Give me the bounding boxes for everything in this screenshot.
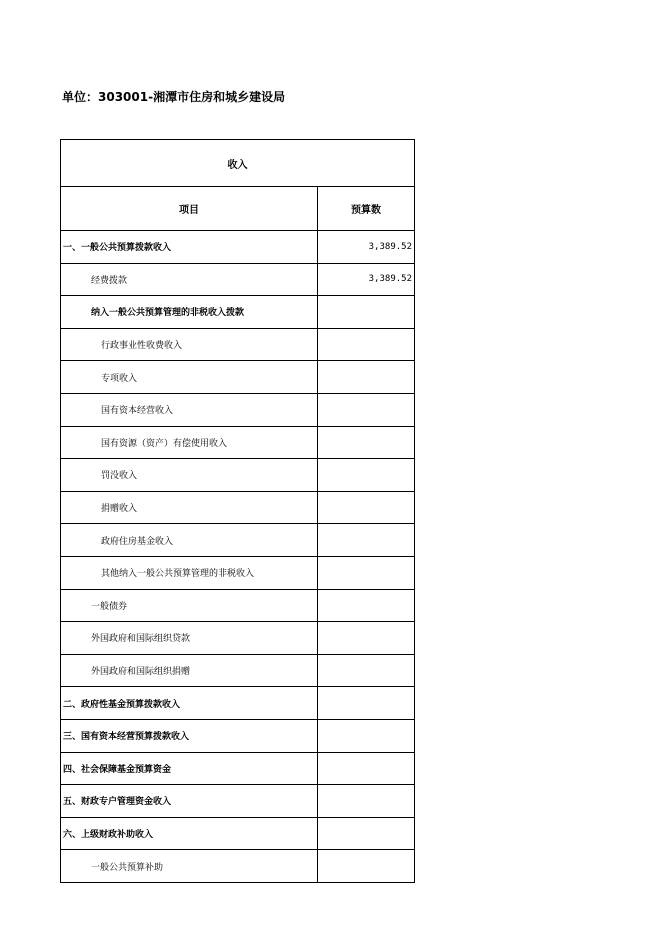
table-row bbox=[61, 393, 415, 426]
row-label: 一般公共预算补助 bbox=[61, 850, 318, 883]
row-amount bbox=[318, 719, 415, 752]
row-amount bbox=[318, 622, 415, 655]
row-amount bbox=[318, 426, 415, 459]
row-label: 六、上级财政补助收入 bbox=[61, 817, 318, 850]
table-row bbox=[61, 785, 415, 818]
table-row bbox=[61, 817, 415, 850]
table-row bbox=[61, 719, 415, 752]
row-label: 专项收入 bbox=[61, 361, 318, 394]
row-label: 二、政府性基金预算拨款收入 bbox=[61, 687, 318, 720]
row-amount bbox=[318, 752, 415, 785]
table-title-row bbox=[61, 140, 415, 187]
table-row bbox=[61, 654, 415, 687]
row-amount bbox=[318, 687, 415, 720]
table-row bbox=[61, 589, 415, 622]
row-label: 国有资源（资产）有偿使用收入 bbox=[61, 426, 318, 459]
table-header-row bbox=[61, 187, 415, 231]
income-budget-table bbox=[60, 139, 415, 883]
row-label: 纳入一般公共预算管理的非税收入拨款 bbox=[61, 296, 318, 329]
row-amount bbox=[318, 393, 415, 426]
row-amount bbox=[318, 817, 415, 850]
row-amount bbox=[318, 524, 415, 557]
table-row bbox=[61, 426, 415, 459]
row-amount: 3,389.52 bbox=[318, 263, 415, 296]
row-label: 一般债券 bbox=[61, 589, 318, 622]
row-label: 罚没收入 bbox=[61, 459, 318, 492]
table-row bbox=[61, 752, 415, 785]
row-amount bbox=[318, 785, 415, 818]
row-label: 一、一般公共预算拨款收入 bbox=[61, 231, 318, 264]
column-header-amount: 预算数 bbox=[318, 187, 415, 231]
table-row bbox=[61, 263, 415, 296]
table-row bbox=[61, 361, 415, 394]
row-label: 四、社会保障基金预算资金 bbox=[61, 752, 318, 785]
row-amount bbox=[318, 361, 415, 394]
row-label: 三、国有资本经营预算拨款收入 bbox=[61, 719, 318, 752]
row-label: 经费拨款 bbox=[61, 263, 318, 296]
table-row bbox=[61, 231, 415, 264]
table-row bbox=[61, 459, 415, 492]
row-label: 其他纳入一般公共预算管理的非税收入 bbox=[61, 556, 318, 589]
table-row bbox=[61, 622, 415, 655]
row-label: 行政事业性收费收入 bbox=[61, 328, 318, 361]
row-amount bbox=[318, 328, 415, 361]
table-row bbox=[61, 491, 415, 524]
row-amount bbox=[318, 459, 415, 492]
table-row bbox=[61, 328, 415, 361]
row-label: 五、财政专户管理资金收入 bbox=[61, 785, 318, 818]
row-amount bbox=[318, 850, 415, 883]
table-row bbox=[61, 850, 415, 883]
row-amount bbox=[318, 556, 415, 589]
row-label: 捐赠收入 bbox=[61, 491, 318, 524]
row-label: 政府住房基金收入 bbox=[61, 524, 318, 557]
row-amount bbox=[318, 654, 415, 687]
row-amount bbox=[318, 589, 415, 622]
row-label: 外国政府和国际组织捐赠 bbox=[61, 654, 318, 687]
row-amount: 3,389.52 bbox=[318, 231, 415, 264]
row-label: 外国政府和国际组织贷款 bbox=[61, 622, 318, 655]
table-row bbox=[61, 524, 415, 557]
column-header-item: 项目 bbox=[61, 187, 318, 231]
table-title: 收入 bbox=[61, 140, 415, 187]
table-row bbox=[61, 296, 415, 329]
unit-label: 单位：303001-湘潭市住房和城乡建设局 bbox=[62, 90, 286, 104]
table-row bbox=[61, 556, 415, 589]
row-amount bbox=[318, 296, 415, 329]
table-row bbox=[61, 687, 415, 720]
row-amount bbox=[318, 491, 415, 524]
row-label: 国有资本经营收入 bbox=[61, 393, 318, 426]
